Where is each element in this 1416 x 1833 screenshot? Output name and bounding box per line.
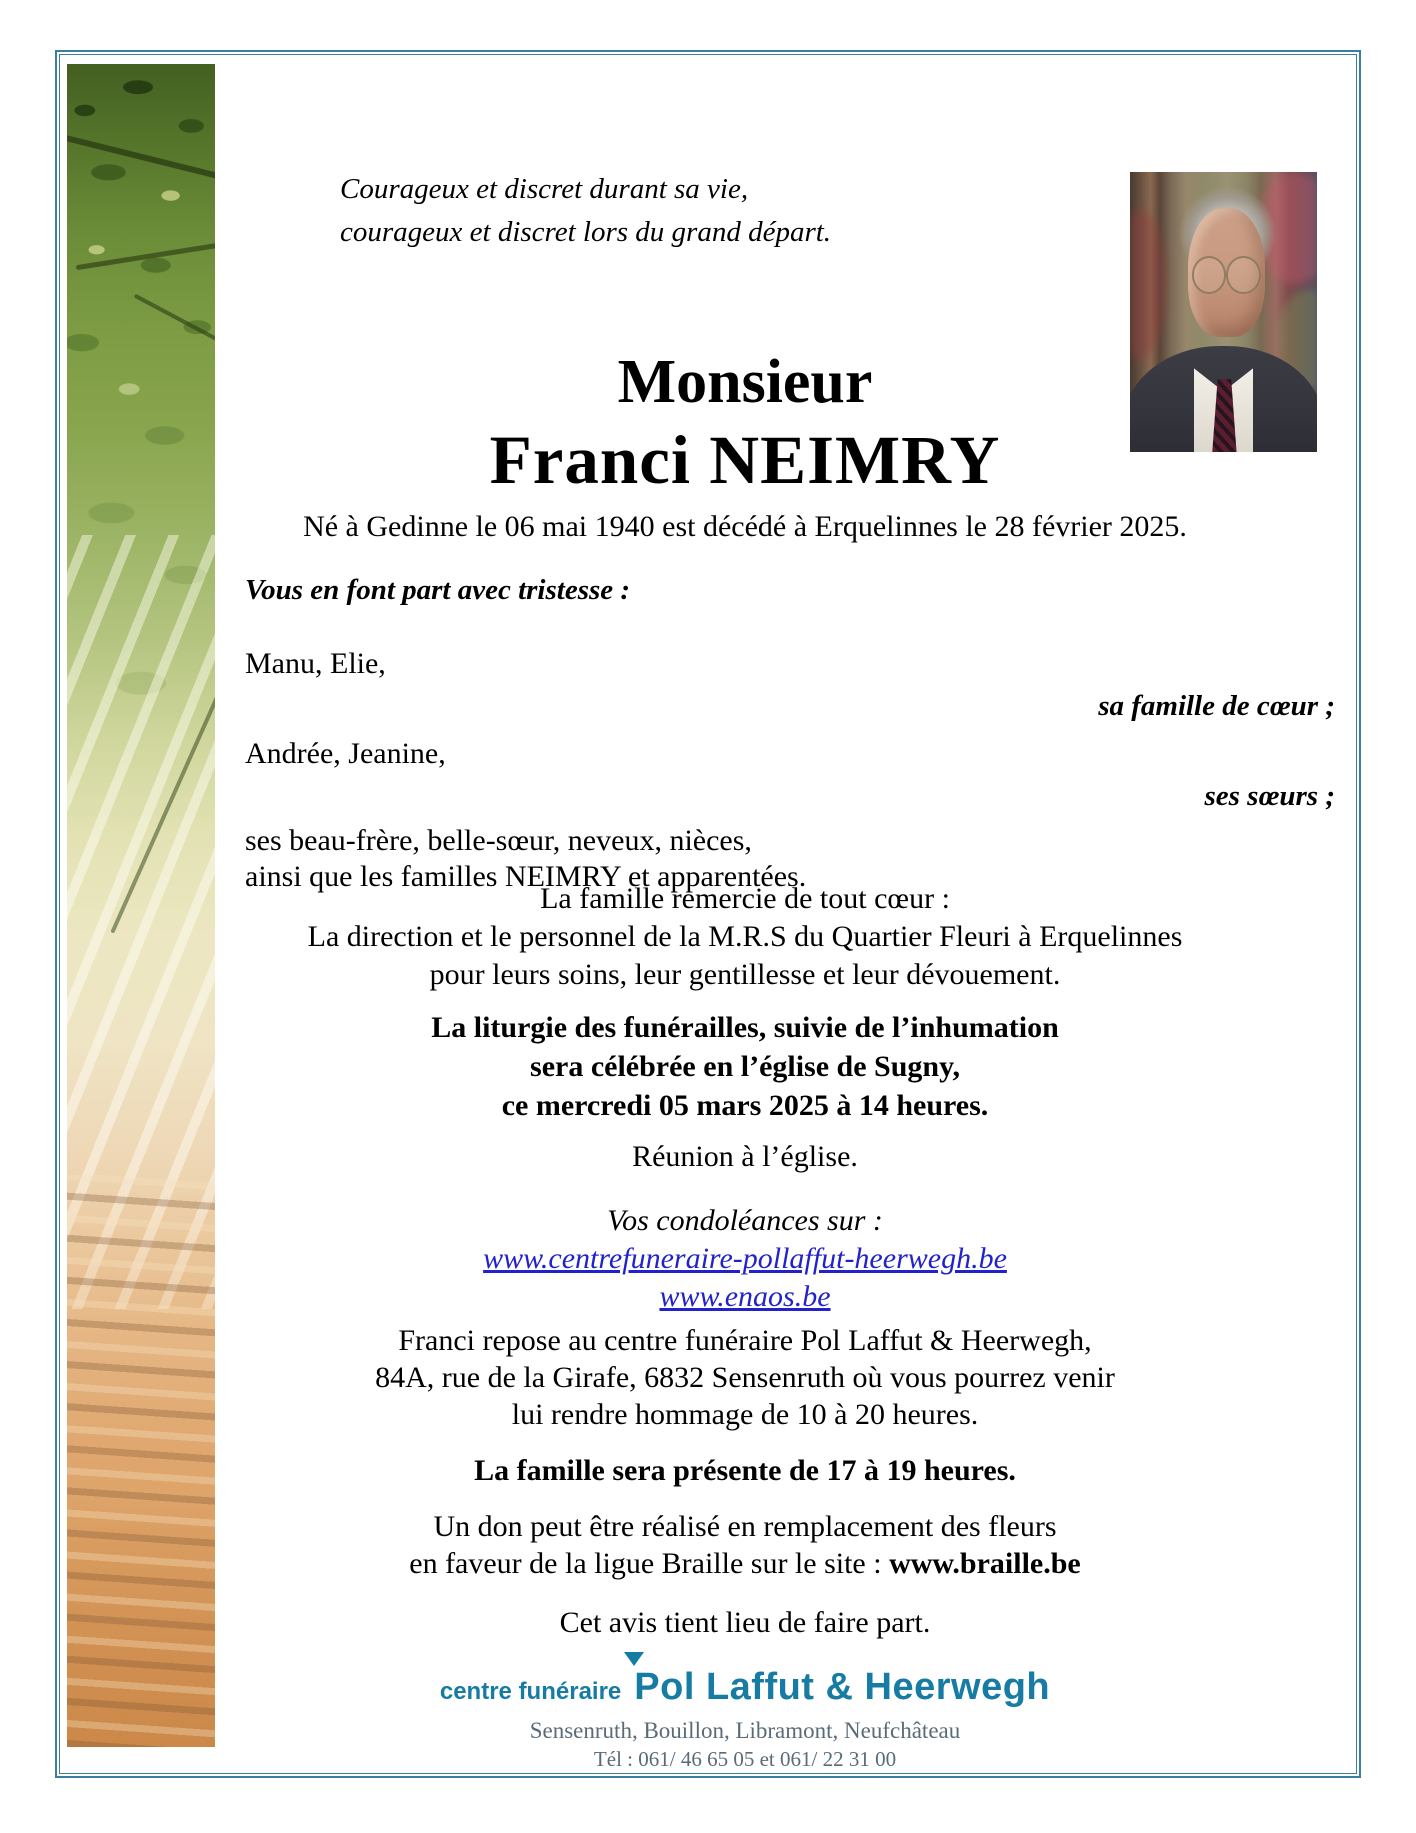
- repose-line-1: Franci repose au centre funéraire Pol Laffut & Heerwegh,: [398, 1324, 1092, 1357]
- reunion-line: Réunion à l’église.: [632, 1140, 858, 1173]
- funeral-home-logo: [215, 1666, 1355, 1709]
- condolences-link-1[interactable]: www.centrefuneraire-pollaffut-heerwegh.be: [483, 1242, 1007, 1275]
- funeral-home-cities: Sensenruth, Bouillon, Libramont, Neufchâteau: [529, 1718, 961, 1743]
- closing-notice: Cet avis tient lieu de faire part.: [559, 1606, 931, 1639]
- title-monsieur: Monsieur: [617, 348, 873, 416]
- logo-subtitle: centre funéraire: [439, 1678, 622, 1705]
- condolences-link-1-row: [215, 1240, 1355, 1278]
- donation-line-2: [215, 1545, 1275, 1582]
- donation-website: www.braille.be: [889, 1547, 1081, 1580]
- birth-death-line: Né à Gedinne le 06 mai 1940 est décédé à Erquelinnes le 28 février 2025.: [303, 510, 1187, 543]
- repose-paragraph: [215, 1322, 1355, 1433]
- announcement-intro: Vous en font part avec tristesse :: [245, 574, 631, 606]
- family-row-3: ses beau-frère, belle-sœur, neveux, nièces,: [245, 824, 752, 857]
- thanks-paragraph: [215, 880, 1355, 994]
- title-name: Franci NEIMRY: [489, 422, 1001, 498]
- donation-line-2-text: en faveur de la ligue Braille sur le site :: [409, 1547, 890, 1580]
- family-row-1-relation: sa famille de cœur ;: [1098, 690, 1335, 722]
- deceased-title: [215, 346, 1355, 502]
- forest-path-photo: [67, 64, 215, 1747]
- donation-paragraph: [215, 1508, 1355, 1582]
- memorial-quote: [340, 168, 831, 254]
- family-row-4: ainsi que les familles NEIMRY et apparentées.: [245, 860, 807, 893]
- quote-line-2: courageux et discret lors du grand départ.: [340, 216, 832, 248]
- donation-line-1: Un don peut être réalisé en remplacement des fleurs: [433, 1510, 1057, 1543]
- thanks-line-3: pour leurs soins, leur gentillesse et leur dévouement.: [429, 958, 1061, 991]
- liturgy-line-2: sera célébrée en l’église de Sugny,: [530, 1050, 960, 1083]
- liturgy-line-1: La liturgie des funérailles, suivie de l’inhumation: [431, 1011, 1059, 1044]
- logo-title: Pol Laffut & Heerwegh: [634, 1666, 1050, 1709]
- quote-line-1: Courageux et discret durant sa vie,: [340, 173, 749, 205]
- thanks-line-2: La direction et le personnel de la M.R.S du Quartier Fleuri à Erquelinnes: [307, 920, 1183, 953]
- logo-triangle-icon: [624, 1652, 644, 1666]
- family-row-2-relation: ses sœurs ;: [1204, 780, 1335, 812]
- repose-line-3: lui rendre hommage de 10 à 20 heures.: [511, 1398, 979, 1431]
- thanks-line-1: La famille remercie de tout cœur :: [540, 882, 950, 915]
- family-row-2: Andrée, Jeanine,: [245, 737, 446, 770]
- sunlit-path: [67, 1175, 215, 1747]
- liturgy-line-3: ce mercredi 05 mars 2025 à 14 heures.: [501, 1089, 989, 1122]
- condolences-link-2-row: [215, 1278, 1355, 1316]
- liturgy-paragraph: [215, 1008, 1355, 1125]
- portrait-glasses: [1192, 256, 1261, 290]
- repose-line-2: 84A, rue de la Girafe, 6832 Sensenruth où vous pourrez venir: [375, 1361, 1115, 1394]
- condolences-label: Vos condoléances sur :: [607, 1204, 883, 1237]
- funeral-home-phone: Tél : 061/ 46 65 05 et 061/ 22 31 00: [593, 1747, 897, 1771]
- family-row-1: Manu, Elie,: [245, 647, 386, 680]
- condolences-link-2[interactable]: www.enaos.be: [659, 1280, 831, 1313]
- family-presence-line: La famille sera présente de 17 à 19 heures.: [474, 1454, 1016, 1487]
